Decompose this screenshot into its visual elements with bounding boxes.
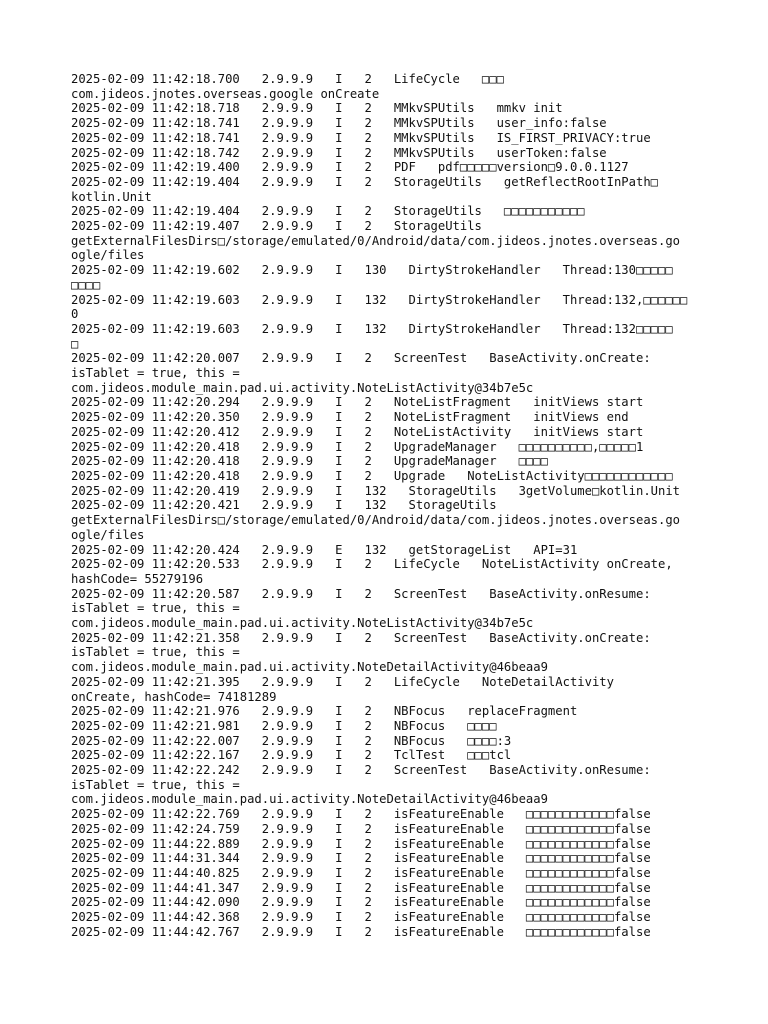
log-line: com.jideos.module_main.pad.ui.activity.NoteListActivity@34b7e5c	[71, 380, 534, 395]
log-line: 2025-02-09 11:42:22.769 2.9.9.9 I 2 isFeatureEnable □□□□□□□□□□□□false	[71, 807, 651, 822]
log-line: 2025-02-09 11:44:40.825 2.9.9.9 I 2 isFeatureEnable □□□□□□□□□□□□false	[71, 865, 651, 880]
log-line: 2025-02-09 11:42:20.350 2.9.9.9 I 2 NoteListFragment initViews end	[71, 410, 629, 425]
log-line: 2025-02-09 11:42:18.700 2.9.9.9 I 2 LifeCycle □□□	[71, 72, 504, 86]
log-line: ogle/files	[71, 527, 145, 542]
log-document	[71, 72, 711, 939]
log-line: 2025-02-09 11:42:18.742 2.9.9.9 I 2 MMkvSPUtils userToken:false	[71, 145, 607, 160]
log-line: 2025-02-09 11:42:20.587 2.9.9.9 I 2 ScreenTest BaseActivity.onResume:	[71, 586, 651, 601]
log-line: □□□□	[71, 277, 101, 292]
log-line: 2025-02-09 11:42:20.421 2.9.9.9 I 132 StorageUtils	[71, 498, 497, 513]
log-line: 2025-02-09 11:42:21.981 2.9.9.9 I 2 NBFocus □□□□	[71, 718, 497, 733]
log-line: 2025-02-09 11:42:19.400 2.9.9.9 I 2 PDF pdf□□□□□version□9.0.0.1127	[71, 160, 629, 175]
log-line: com.jideos.module_main.pad.ui.activity.NoteListActivity@34b7e5c	[71, 616, 534, 631]
log-line: 2025-02-09 11:42:18.741 2.9.9.9 I 2 MMkvSPUtils user_info:false	[71, 116, 607, 131]
log-line: getExternalFilesDirs□/storage/emulated/0/Android/data/com.jideos.jnotes.overseas.go	[71, 233, 681, 248]
log-line: 2025-02-09 11:42:22.167 2.9.9.9 I 2 TclTest □□□tcl	[71, 748, 512, 763]
log-line: kotlin.Unit	[71, 189, 152, 204]
log-line: getExternalFilesDirs□/storage/emulated/0/Android/data/com.jideos.jnotes.overseas.go	[71, 513, 681, 528]
log-line: com.jideos.module_main.pad.ui.activity.NoteDetailActivity@46beaa9	[71, 660, 548, 675]
log-line: 2025-02-09 11:42:22.242 2.9.9.9 I 2 ScreenTest BaseActivity.onResume:	[71, 763, 651, 778]
log-line: isTablet = true, this =	[71, 601, 240, 616]
log-line: 2025-02-09 11:42:18.741 2.9.9.9 I 2 MMkvSPUtils IS_FIRST_PRIVACY:true	[71, 130, 651, 145]
log-line: 2025-02-09 11:42:20.412 2.9.9.9 I 2 NoteListActivity initViews start	[71, 424, 644, 439]
log-line: 2025-02-09 11:42:20.418 2.9.9.9 I 2 Upgrade NoteListActivity□□□□□□□□□□□□	[71, 468, 673, 483]
log-line: 2025-02-09 11:44:42.368 2.9.9.9 I 2 isFeatureEnable □□□□□□□□□□□□false	[71, 910, 651, 925]
log-line: isTablet = true, this =	[71, 645, 240, 660]
log-line: isTablet = true, this =	[71, 777, 240, 792]
log-line: 2025-02-09 11:42:20.424 2.9.9.9 E 132 getStorageList API=31	[71, 542, 578, 557]
log-line: 2025-02-09 11:42:22.007 2.9.9.9 I 2 NBFocus □□□□:3	[71, 733, 512, 748]
log-line: 2025-02-09 11:44:42.767 2.9.9.9 I 2 isFeatureEnable □□□□□□□□□□□□false	[71, 924, 651, 939]
log-line: 2025-02-09 11:42:19.603 2.9.9.9 I 132 DirtyStrokeHandler Thread:132,□□□□□□	[71, 292, 688, 307]
log-line: 2025-02-09 11:42:19.404 2.9.9.9 I 2 StorageUtils getReflectRootInPath□	[71, 174, 658, 189]
log-line: 0	[71, 307, 79, 322]
log-line: 2025-02-09 11:42:20.418 2.9.9.9 I 2 UpgradeManager □□□□	[71, 454, 548, 469]
log-line: 2025-02-09 11:44:41.347 2.9.9.9 I 2 isFeatureEnable □□□□□□□□□□□□false	[71, 880, 651, 895]
log-line: 2025-02-09 11:42:20.007 2.9.9.9 I 2 ScreenTest BaseActivity.onCreate:	[71, 351, 651, 366]
log-line: ogle/files	[71, 248, 145, 263]
log-line: 2025-02-09 11:44:42.090 2.9.9.9 I 2 isFeatureEnable □□□□□□□□□□□□false	[71, 895, 651, 910]
log-line: 2025-02-09 11:42:21.358 2.9.9.9 I 2 ScreenTest BaseActivity.onCreate:	[71, 630, 651, 645]
log-line: 2025-02-09 11:44:31.344 2.9.9.9 I 2 isFeatureEnable □□□□□□□□□□□□false	[71, 851, 651, 866]
log-line: □	[71, 336, 79, 351]
log-line: 2025-02-09 11:42:19.603 2.9.9.9 I 132 DirtyStrokeHandler Thread:132□□□□□	[71, 321, 673, 336]
log-line: 2025-02-09 11:42:18.718 2.9.9.9 I 2 MMkvSPUtils mmkv init	[71, 101, 563, 116]
log-line: 2025-02-09 11:42:20.418 2.9.9.9 I 2 UpgradeManager □□□□□□□□□□,□□□□□1	[71, 439, 644, 454]
log-line: 2025-02-09 11:42:19.407 2.9.9.9 I 2 StorageUtils	[71, 219, 482, 234]
log-line: 2025-02-09 11:44:22.889 2.9.9.9 I 2 isFeatureEnable □□□□□□□□□□□□false	[71, 836, 651, 851]
log-line: 2025-02-09 11:42:24.759 2.9.9.9 I 2 isFeatureEnable □□□□□□□□□□□□false	[71, 821, 651, 836]
log-line: 2025-02-09 11:42:19.602 2.9.9.9 I 130 DirtyStrokeHandler Thread:130□□□□□	[71, 263, 673, 278]
log-line: 2025-02-09 11:42:20.419 2.9.9.9 I 132 StorageUtils 3getVolume□kotlin.Unit	[71, 483, 681, 498]
log-line: 2025-02-09 11:42:20.294 2.9.9.9 I 2 NoteListFragment initViews start	[71, 395, 644, 410]
log-line: isTablet = true, this =	[71, 366, 240, 381]
log-line: 2025-02-09 11:42:21.395 2.9.9.9 I 2 LifeCycle NoteDetailActivity	[71, 674, 614, 689]
log-line: 2025-02-09 11:42:20.533 2.9.9.9 I 2 LifeCycle NoteListActivity onCreate,	[71, 557, 673, 572]
log-line: com.jideos.module_main.pad.ui.activity.NoteDetailActivity@46beaa9	[71, 792, 548, 807]
log-line: 2025-02-09 11:42:19.404 2.9.9.9 I 2 StorageUtils □□□□□□□□□□□	[71, 204, 585, 219]
log-line: onCreate, hashCode= 74181289	[71, 689, 277, 704]
log-line: com.jideos.jnotes.overseas.google onCreate	[71, 86, 380, 101]
log-line: 2025-02-09 11:42:21.976 2.9.9.9 I 2 NBFocus replaceFragment	[71, 704, 578, 719]
log-line: hashCode= 55279196	[71, 571, 204, 586]
